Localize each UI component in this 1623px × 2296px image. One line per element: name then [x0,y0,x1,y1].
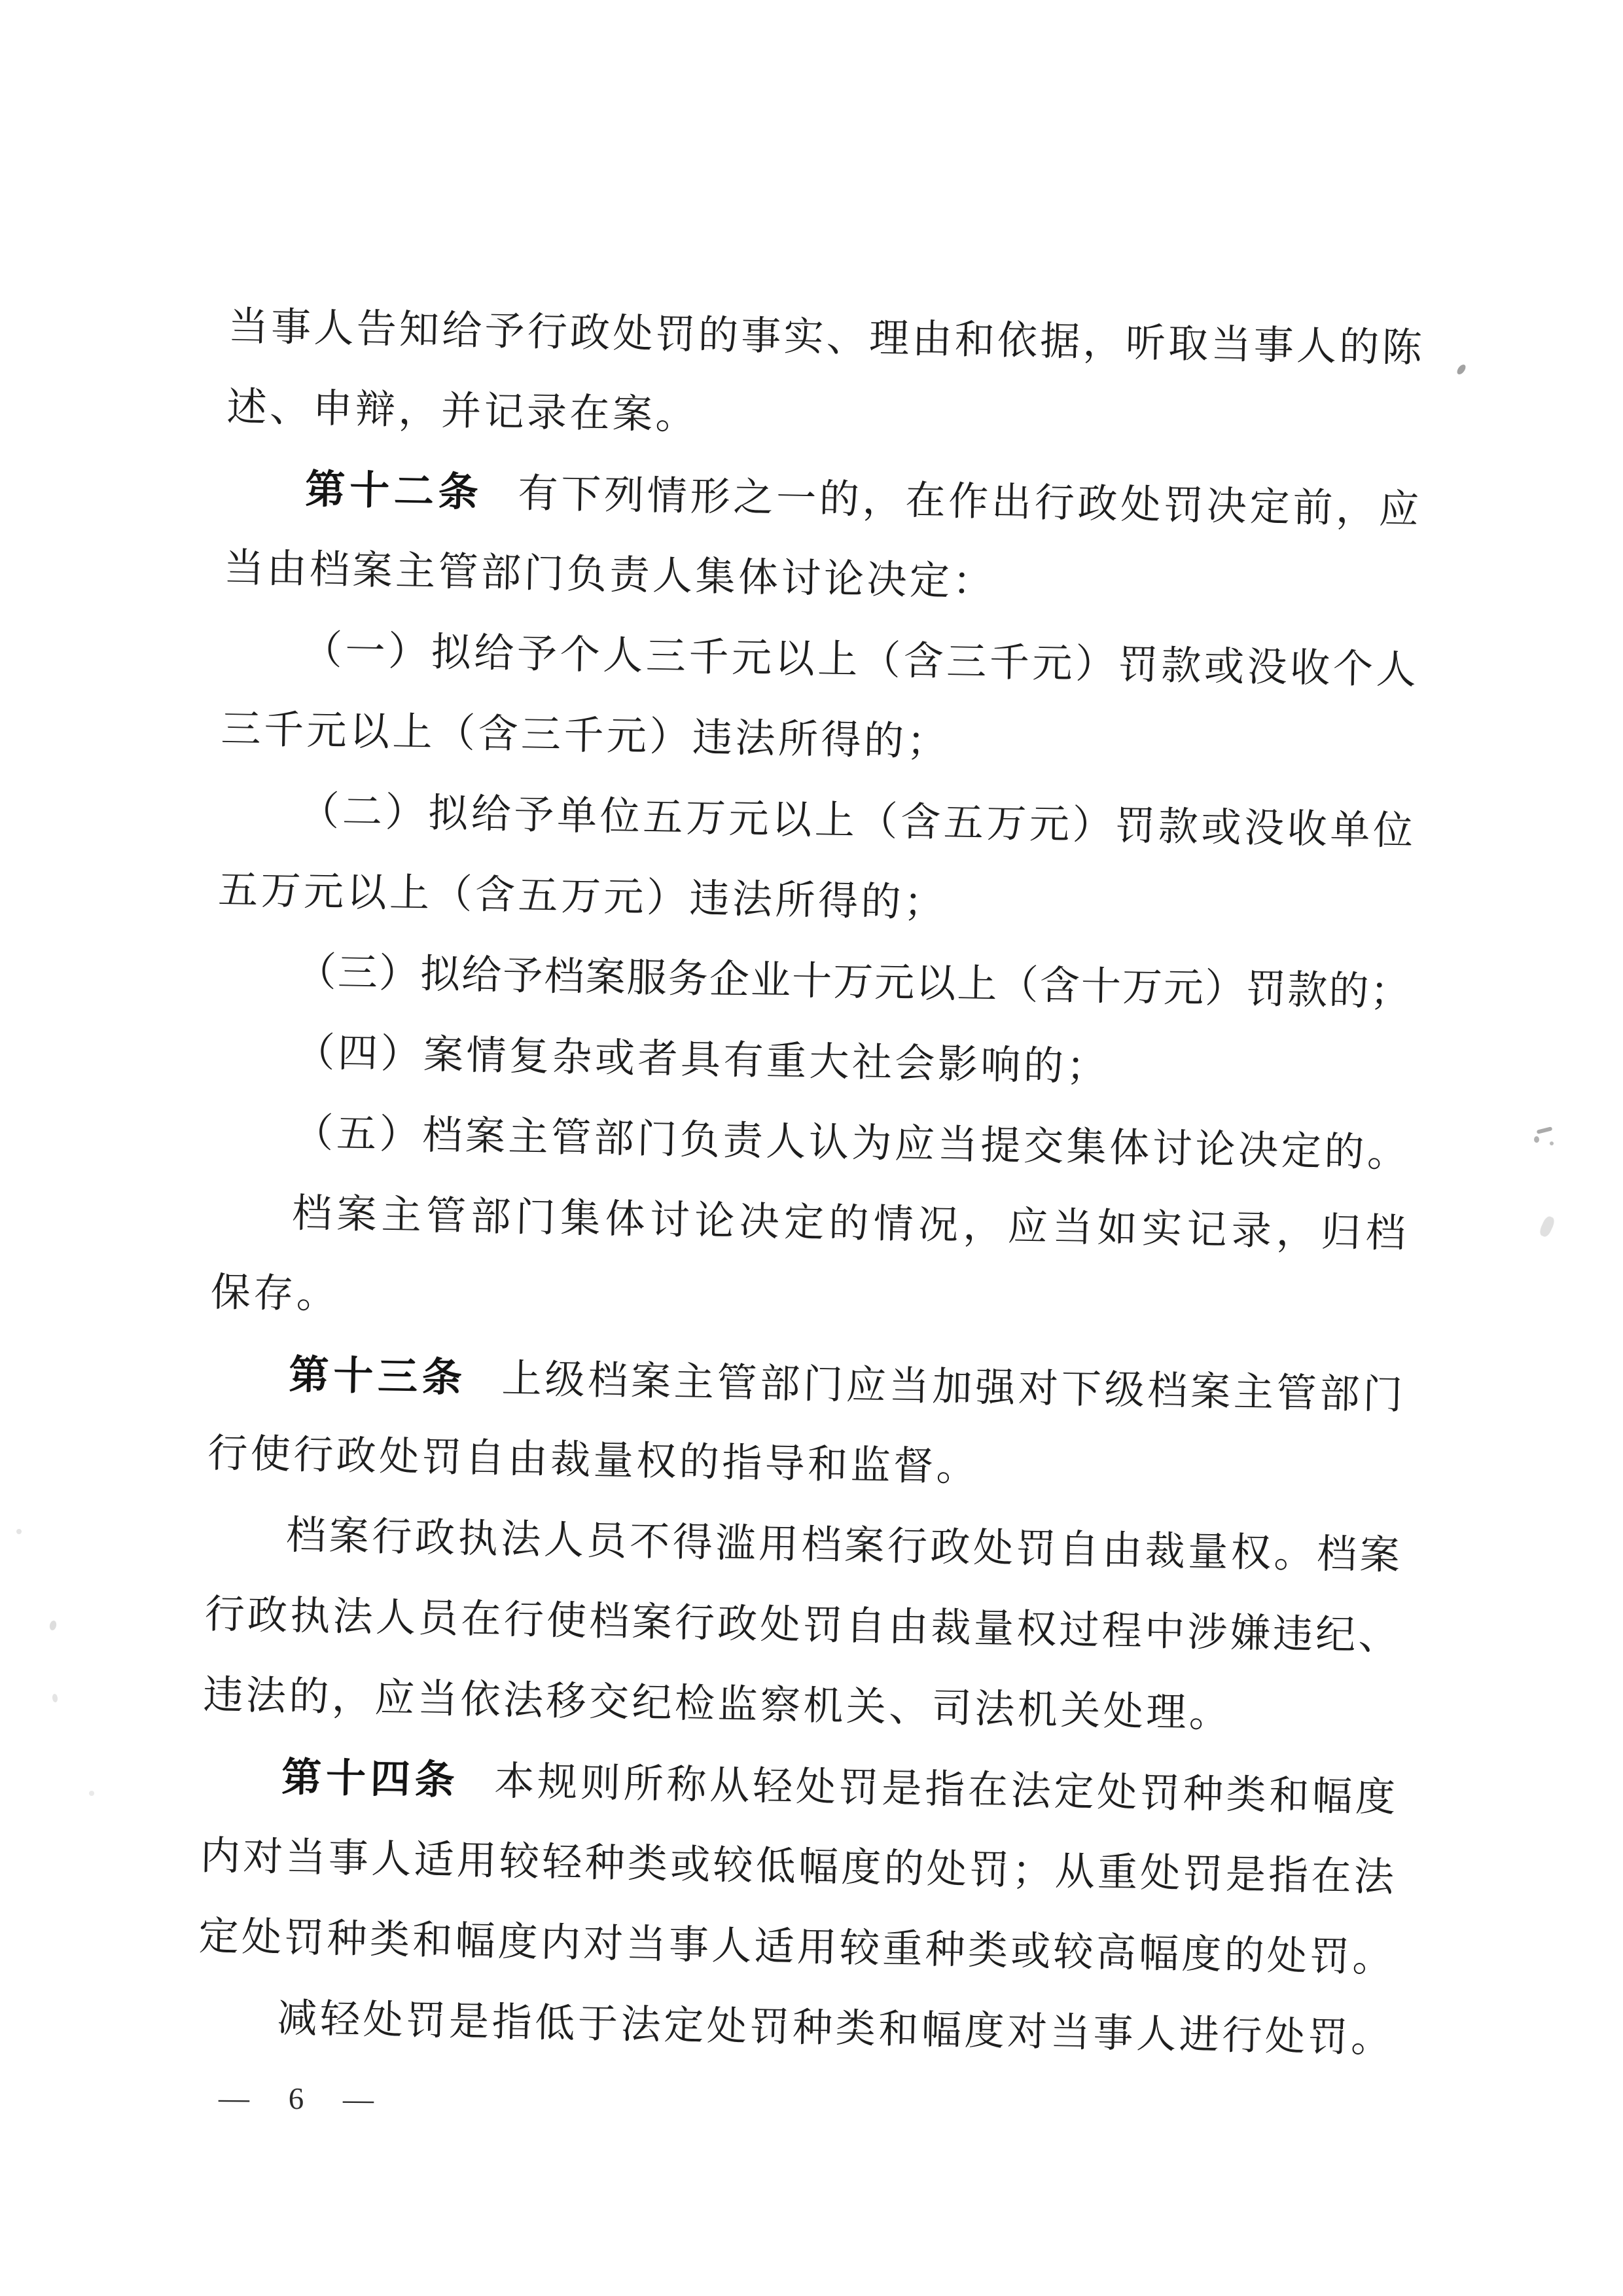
text-line: 违法的，应当依法移交纪检监察机关、司法机关处理。 [202,1673,1232,1736]
text-line: 行使行政处罚自由裁量权的指导和监督。 [207,1431,980,1490]
text-line: 当事人告知给予行政处罚的事实、理由和依据，听取当事人的陈 [228,304,1423,371]
scan-speck [1456,363,1467,376]
text-line: 述、申辩，并记录在案。 [226,385,699,439]
text-line: 档案行政执法人员不得滥用档案行政处罚自由裁量权。档案 [285,1513,1400,1579]
text-line: （五）档案主管部门负责人认为应当提交集体讨论决定的。 [293,1111,1408,1176]
document-body [196,287,1422,2079]
scan-speck [16,1529,22,1534]
text-line: 保存。 [210,1270,340,1318]
text-line: 定处罚种类和幅度内对当事人适用较重种类或较高幅度的处罚。 [198,1914,1393,1981]
article-number: 第十四条 [281,1754,460,1803]
text-line: 当由档案主管部门负责人集体讨论决定： [223,546,996,605]
text-line: （四）案情复杂或者具有重大社会影响的； [294,1031,1110,1090]
scan-speck [89,1791,94,1796]
text-line: 减轻处罚是指低于法定处罚种类和幅度对当事人进行处罚。 [276,1996,1391,2061]
article-number: 第十二条 [304,467,484,515]
text-line: 行政执法人员在行使档案行政处罚自由裁量权过程中涉嫌违纪、 [204,1592,1399,1659]
text-line: 内对当事人适用较轻种类或较低幅度的处罚；从重处罚是指在法 [200,1834,1395,1901]
scan-speck [49,1620,58,1631]
text-line: （一）拟给予个人三千元以上（含三千元）罚款或没收个人 [302,628,1417,693]
scan-speck [1550,1141,1554,1145]
line-text: 上级档案主管部门应当加强对下级档案主管部门 [501,1357,1403,1418]
text-line: （二）拟给予单位五万元以上（含五万元）罚款或没收单位 [298,789,1414,854]
text-line: 档案主管部门集体讨论决定的情况，应当如实记录，归档 [291,1192,1406,1257]
line-text: 本规则所称从轻处罚是指在法定处罚种类和幅度 [493,1759,1396,1821]
scan-speck [1534,1136,1539,1143]
article-number: 第十三条 [288,1352,467,1400]
scan-speck [52,1694,58,1703]
scan-speck [1538,1215,1556,1238]
line-text: 有下列情形之一的，在作出行政处罚决定前，应 [517,472,1419,533]
text-line: 三千元以上（含三千元）违法所得的； [220,707,950,765]
text-line: 五万元以上（含五万元）违法所得的； [217,868,948,926]
scan-speck [1537,1126,1553,1134]
text-line: （三）拟给予档案服务企业十万元以上（含十万元）罚款的； [296,950,1411,1015]
page-number: — 6 — [218,2081,382,2117]
